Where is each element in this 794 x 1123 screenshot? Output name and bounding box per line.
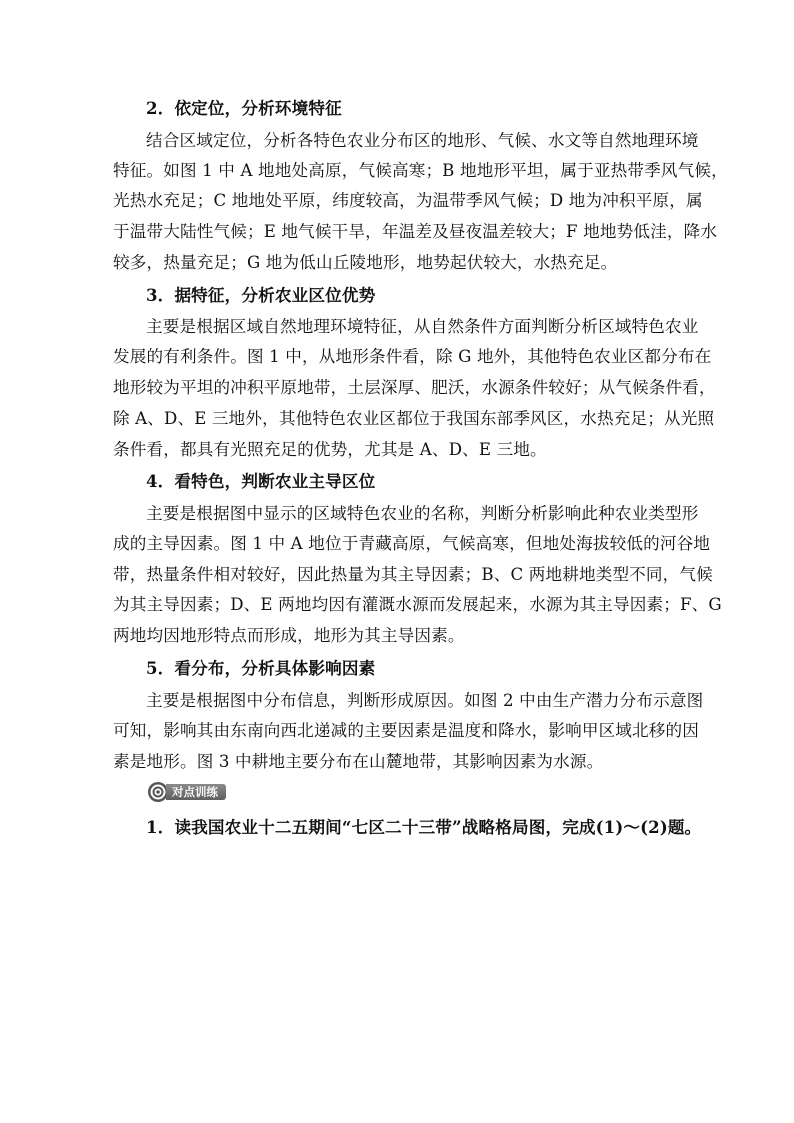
paragraph-line: 带，热量条件相对较好，因此热量为其主导因素；B、C 两地耕地类型不同，气候 — [113, 565, 713, 584]
paragraph-line: 结合区域定位，分析各特色农业分布区的地形、气候、水文等自然地理环境 — [146, 131, 699, 150]
paragraph-line: 主要是根据图中显示的区域特色农业的名称，判断分析影响此种农业类型形 — [146, 504, 699, 523]
paragraph-line: 素是地形。图 3 中耕地主要分布在山麓地带，其影响因素为水源。 — [113, 752, 604, 771]
paragraph-line: 除 A、D、E 三地外，其他特色农业区都位于我国东部季风区，水热充足；从光照 — [113, 409, 715, 428]
badge-label: 对点训练 — [166, 784, 226, 800]
paragraph-line: 成的主导因素。图 1 中 A 地位于青藏高原，气候高寒，但地处海拔较低的河谷地 — [113, 534, 711, 553]
paragraph-line: 发展的有利条件。图 1 中，从地形条件看，除 G 地外，其他特色农业区都分布在 — [113, 347, 712, 366]
section-heading: 2．依定位，分析环境特征 — [146, 98, 342, 118]
question-text: 1．读我国农业十二五期间“七区二十三带”战略格局图，完成(1)～(2)题。 — [146, 817, 702, 837]
section-heading: 5．看分布，分析具体影响因素 — [146, 658, 376, 678]
paragraph-line: 为其主导因素；D、E 两地均因有灌溉水源而发展起来，水源为其主导因素；F、G — [113, 595, 722, 614]
paragraph-line: 两地均因地形特点而形成，地形为其主导因素。 — [113, 626, 465, 645]
paragraph-line: 光热水充足；C 地地处平原，纬度较高，为温带季风气候；D 地为冲积平原，属 — [113, 191, 703, 210]
paragraph-line: 条件看，都具有光照充足的优势，尤其是 A、D、E 三地。 — [113, 440, 547, 459]
section-heading: 3．据特征，分析农业区位优势 — [146, 285, 376, 305]
paragraph-line: 主要是根据图中分布信息，判断形成原因。如图 2 中由生产潜力分布示意图 — [146, 691, 704, 710]
section-heading: 4．看特色，判断农业主导区位 — [146, 471, 376, 491]
practice-badge — [147, 781, 245, 803]
paragraph-line: 特征。如图 1 中 A 地地处高原，气候高寒；B 地地形平坦，属于亚热带季风气候， — [113, 161, 728, 180]
paragraph-line: 于温带大陆性气候；E 地气候干旱，年温差及昼夜温差较大；F 地地势低洼，降水 — [113, 222, 718, 241]
paragraph-line: 主要是根据区域自然地理环境特征，从自然条件方面判断分析区域特色农业 — [146, 317, 699, 336]
paragraph-line: 可知，影响其由东南向西北递减的主要因素是温度和降水，影响甲区域北移的因 — [113, 721, 700, 740]
paragraph-line: 地形较为平坦的冲积平原地带，土层深厚、肥沃，水源条件较好；从气候条件看， — [113, 378, 716, 397]
paragraph-line: 较多，热量充足；G 地为低山丘陵地形，地势起伏较大，水热充足。 — [113, 253, 618, 272]
